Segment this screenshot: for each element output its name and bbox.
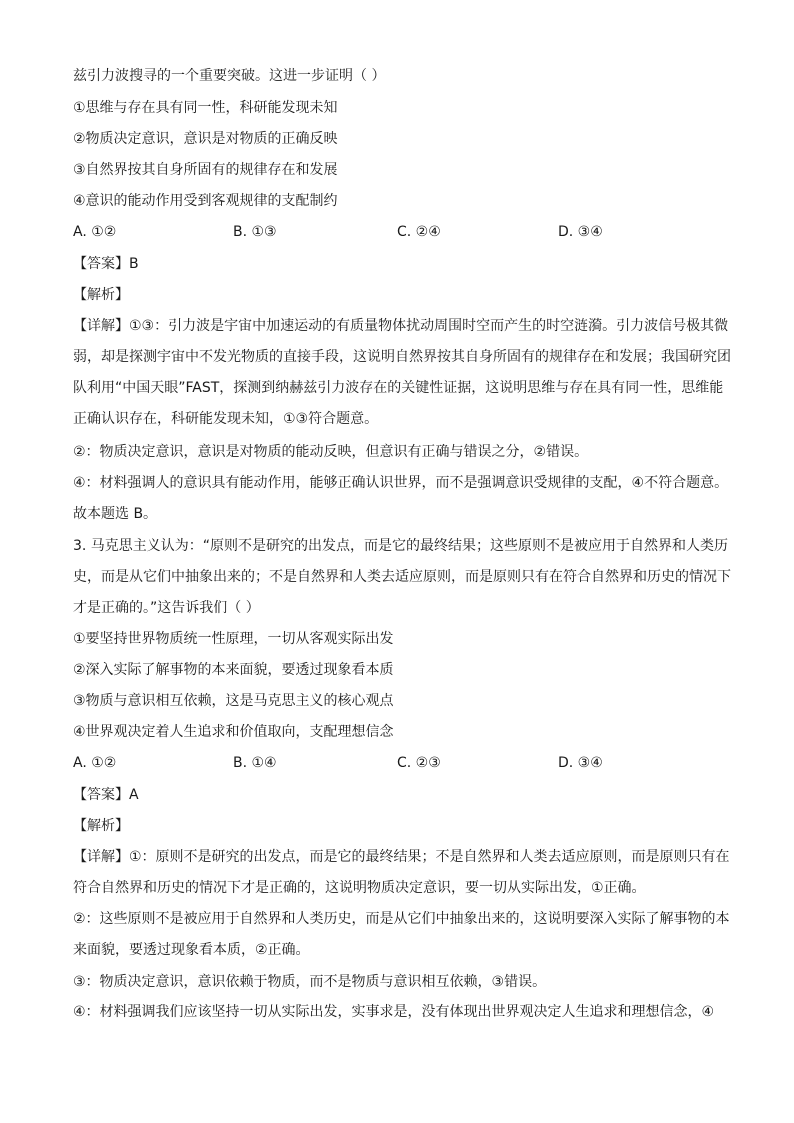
q3-point-1: 【详解】①：原则不是研究的出发点，而是它的最终结果；不是自然界和人类去适应原则，而是原则只有在符合自然界和历史的情况下才是正确的，这说明物质决定意识，要一切从实际出发，①正确。 [73, 849, 730, 896]
q3-option-a: A. ①② [73, 755, 117, 771]
q3-statement-2: ②深入实际了解事物的本来面貌，要透过现象看本质 [73, 662, 394, 678]
q2-point-4: ④：材料强调人的意识具有能动作用，能够正确认识世界，而不是强调意识受规律的支配，④不符合题意。 [73, 475, 729, 491]
q2-statement-3: ③自然界按其自身所固有的规律存在和发展 [73, 162, 338, 178]
q2-option-b: B. ①③ [233, 224, 277, 240]
q3-option-b: B. ①④ [233, 755, 277, 771]
q2-answer: 【答案】B [73, 256, 139, 272]
q2-option-c: C. ②④ [397, 224, 441, 240]
q3-statement-1: ①要坚持世界物质统一性原理，一切从客观实际出发 [73, 631, 394, 647]
q2-stem-tail: 兹引力波搜寻的一个重要突破。这进一步证明（ ） [73, 68, 386, 84]
q3-stem: 3. 马克思主义认为：“原则不是研究的出发点，而是它的最终结果；这些原则不是被应用于自然界和人类历史，而是从它们中抽象出来的；不是自然界和人类去适应原则，而是原则只有在符合自然界和历史的情况下才是正确的。”这告诉我们（ ） [73, 538, 731, 616]
q3-point-3: ③：物质决定意识，意识依赖于物质，而不是物质与意识相互依赖，③错误。 [73, 974, 547, 990]
q2-statement-1: ①思维与存在具有同一性，科研能发现未知 [73, 100, 338, 116]
q3-answer: 【答案】A [73, 787, 139, 803]
q2-option-d: D. ③④ [558, 224, 603, 240]
q3-point-4: ④：材料强调我们应该坚持一切从实际出发，实事求是，没有体现出世界观决定人生追求和理想信念，④ [73, 1004, 715, 1020]
q2-statement-2: ②物质决定意识，意识是对物质的正确反映 [73, 131, 338, 147]
q3-statement-4: ④世界观决定着人生追求和价值取向，支配理想信念 [73, 724, 394, 740]
q2-option-a: A. ①② [73, 224, 117, 240]
q3-point-2: ②：这些原则不是被应用于自然界和人类历史，而是从它们中抽象出来的，这说明要深入实际了解事物的本来面貌，要透过现象看本质，②正确。 [73, 911, 730, 958]
q2-conclusion: 故本题选 B。 [73, 506, 158, 522]
q2-statement-4: ④意识的能动作用受到客观规律的支配制约 [73, 193, 338, 209]
q3-statement-3: ③物质与意识相互依赖，这是马克思主义的核心观点 [73, 693, 394, 709]
q2-analysis-label: 【解析】 [73, 287, 129, 303]
q3-option-c: C. ②③ [397, 755, 441, 771]
q3-analysis-label: 【解析】 [73, 818, 129, 834]
q2-point-2: ②：物质决定意识，意识是对物质的能动反映，但意识有正确与错误之分，②错误。 [73, 444, 589, 460]
q2-detail: 【详解】①③：引力波是宇宙中加速运动的有质量物体扰动周围时空而产生的时空涟漪。引力波信号极其微弱，却是探测宇宙中不发光物质的直接手段，这说明自然界按其自身所固有的规律存在和发展；我国研究团队利用“中国天眼”FAST，探测到纳赫兹引力波存在的关键性证据，这说明思维与存在具有同一性，思维能正确认识存在，科研能发现未知，①③符合题意。 [73, 318, 731, 427]
q3-option-d: D. ③④ [558, 755, 603, 771]
